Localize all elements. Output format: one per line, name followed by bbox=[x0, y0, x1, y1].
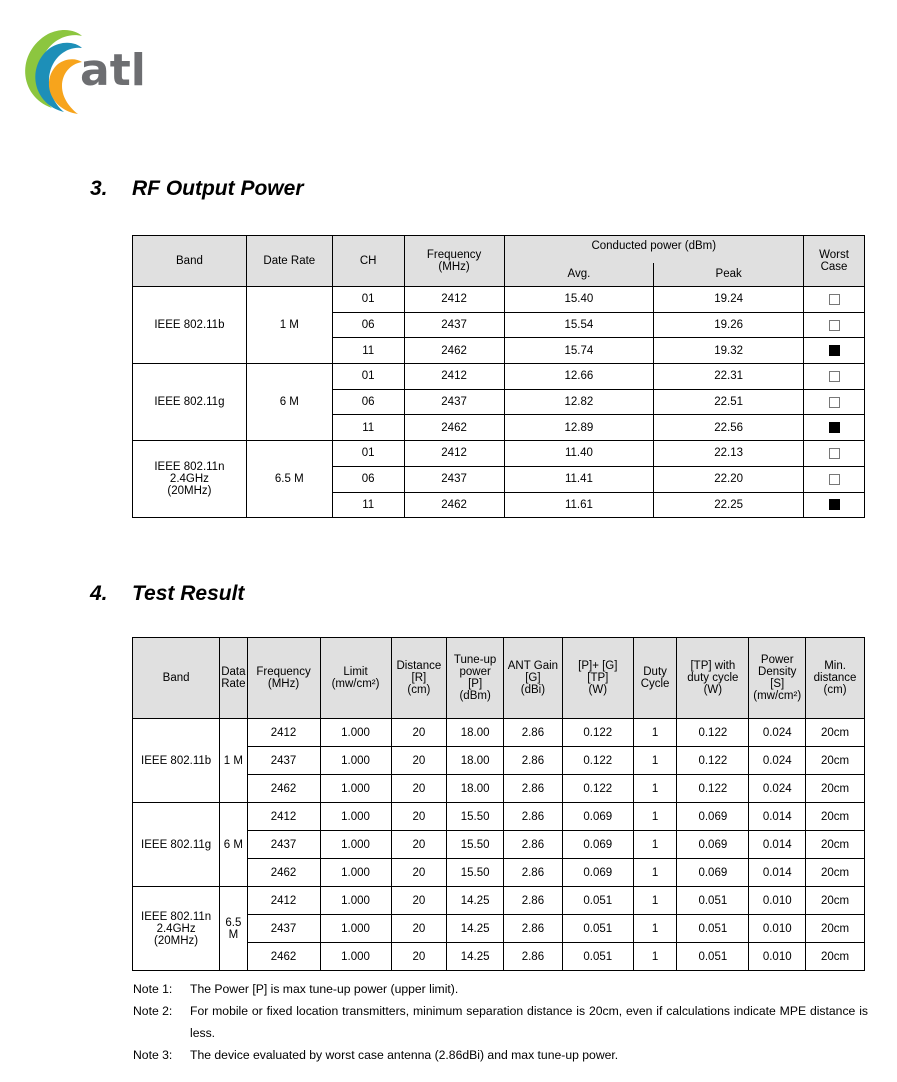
header-tp bbox=[447, 638, 504, 719]
power-density-cell: 0.024 bbox=[749, 719, 806, 747]
distance-cell: 20 bbox=[391, 747, 447, 775]
p-plus-g-cell: 0.069 bbox=[562, 831, 633, 859]
avg-power-cell: 12.82 bbox=[504, 389, 654, 415]
frequency-cell: 2412 bbox=[404, 441, 504, 467]
header-min-line: Min. bbox=[824, 660, 846, 672]
ch-cell: 01 bbox=[332, 441, 404, 467]
header-frequency-line1: Frequency bbox=[426, 249, 482, 261]
limit-cell: 1.000 bbox=[320, 831, 391, 859]
header-rate bbox=[220, 638, 247, 719]
empty-box-icon bbox=[829, 448, 840, 459]
header-rate-line: Data bbox=[221, 666, 246, 678]
empty-box-icon bbox=[829, 474, 840, 485]
duty-cycle-cell: 1 bbox=[633, 943, 677, 971]
note-label: Note 1: bbox=[133, 982, 173, 996]
peak-power-cell: 22.25 bbox=[654, 492, 804, 518]
test-result-row bbox=[133, 719, 865, 747]
header-freq-line: (MHz) bbox=[267, 678, 300, 690]
test-result-table bbox=[132, 637, 865, 971]
tp-duty-cell: 0.069 bbox=[677, 831, 749, 859]
power-density-cell: 0.014 bbox=[749, 831, 806, 859]
tp-duty-cell: 0.069 bbox=[677, 859, 749, 887]
band-line: (20MHz) bbox=[154, 934, 199, 947]
band-cell bbox=[133, 364, 247, 441]
worst-case-cell bbox=[804, 338, 865, 364]
header-tpd-line: [TP] with bbox=[690, 660, 736, 672]
section-4-title: Test Result bbox=[132, 582, 245, 605]
rf-output-power-table bbox=[132, 235, 865, 518]
worst-case-cell bbox=[804, 364, 865, 390]
ant-gain-cell: 2.86 bbox=[504, 859, 563, 887]
limit-cell: 1.000 bbox=[320, 887, 391, 915]
avg-power-cell: 15.40 bbox=[504, 287, 654, 313]
header-gain-line: ANT Gain bbox=[507, 660, 559, 672]
header-duty bbox=[633, 638, 677, 719]
avg-power-cell: 15.54 bbox=[504, 312, 654, 338]
frequency-cell: 2412 bbox=[247, 719, 320, 747]
min-distance-cell: 20cm bbox=[806, 859, 865, 887]
rate-line: 6 M bbox=[223, 838, 243, 851]
note-label: Note 2: bbox=[133, 1004, 173, 1018]
header-pd-line: Power bbox=[760, 654, 794, 666]
p-plus-g-cell: 0.051 bbox=[562, 887, 633, 915]
header-limit bbox=[320, 638, 391, 719]
rf-row bbox=[133, 441, 865, 467]
worst-case-cell bbox=[804, 415, 865, 441]
ch-cell: 11 bbox=[332, 415, 404, 441]
peak-power-cell: 22.13 bbox=[654, 441, 804, 467]
empty-box-icon bbox=[829, 294, 840, 305]
rate-line: 6.5 bbox=[225, 916, 242, 929]
header-pd bbox=[749, 638, 806, 719]
avg-power-cell: 15.74 bbox=[504, 338, 654, 364]
frequency-cell: 2462 bbox=[404, 415, 504, 441]
duty-cycle-cell: 1 bbox=[633, 831, 677, 859]
header-freq bbox=[247, 638, 320, 719]
header-pd-line: [S] bbox=[770, 678, 785, 690]
tune-up-power-cell: 18.00 bbox=[447, 719, 504, 747]
data-rate-cell: 6 M bbox=[246, 364, 332, 441]
min-distance-cell: 20cm bbox=[806, 943, 865, 971]
ant-gain-cell: 2.86 bbox=[504, 887, 563, 915]
header-peak: Peak bbox=[654, 263, 804, 287]
worst-case-cell bbox=[804, 312, 865, 338]
header-freq-line: Frequency bbox=[256, 666, 311, 678]
header-worst-line1: Worst bbox=[819, 249, 849, 261]
band-line: (20MHz) bbox=[167, 485, 212, 498]
distance-cell: 20 bbox=[391, 887, 447, 915]
frequency-cell: 2412 bbox=[404, 287, 504, 313]
distance-cell: 20 bbox=[391, 915, 447, 943]
band-line: IEEE 802.11g bbox=[154, 396, 225, 409]
frequency-cell: 2437 bbox=[404, 466, 504, 492]
header-data-rate: Date Rate bbox=[246, 236, 332, 287]
note-text: The device evaluated by worst case antenna (2.86dBi) and max tune-up power. bbox=[190, 1048, 619, 1062]
atl-logo bbox=[14, 18, 164, 118]
distance-cell: 20 bbox=[391, 943, 447, 971]
avg-power-cell: 11.61 bbox=[504, 492, 654, 518]
frequency-cell: 2437 bbox=[247, 831, 320, 859]
section-3-title: RF Output Power bbox=[132, 177, 304, 200]
rf-row bbox=[133, 364, 865, 390]
note-label: Note 3: bbox=[133, 1048, 173, 1062]
note-text: For mobile or fixed location transmitters, minimum separation distance is 20cm, even if calculations indicate MPE distance is less. bbox=[190, 1004, 868, 1040]
header-dist-line: Distance bbox=[396, 660, 442, 672]
logo-text: atl bbox=[80, 45, 146, 96]
header-min-line: (cm) bbox=[823, 684, 847, 696]
power-density-cell: 0.014 bbox=[749, 803, 806, 831]
data-rate-cell: 6.5 M bbox=[246, 441, 332, 518]
frequency-cell: 2437 bbox=[404, 312, 504, 338]
tune-up-power-cell: 14.25 bbox=[447, 943, 504, 971]
frequency-cell: 2412 bbox=[247, 887, 320, 915]
tp-duty-cell: 0.122 bbox=[677, 719, 749, 747]
band-cell bbox=[133, 887, 220, 971]
header-tp-line: Tune-up bbox=[453, 654, 497, 666]
ch-cell: 01 bbox=[332, 364, 404, 390]
tune-up-power-cell: 15.50 bbox=[447, 803, 504, 831]
limit-cell: 1.000 bbox=[320, 719, 391, 747]
ch-cell: 11 bbox=[332, 492, 404, 518]
ant-gain-cell: 2.86 bbox=[504, 747, 563, 775]
header-limit-line: Limit bbox=[343, 666, 368, 678]
power-density-cell: 0.010 bbox=[749, 943, 806, 971]
header-frequency bbox=[404, 236, 504, 287]
header-rate-line: Rate bbox=[221, 678, 246, 690]
worst-case-cell bbox=[804, 441, 865, 467]
min-distance-cell: 20cm bbox=[806, 831, 865, 859]
note-text: The Power [P] is max tune-up power (upper limit). bbox=[190, 982, 459, 996]
header-duty-line: Duty bbox=[643, 666, 667, 678]
data-rate-cell bbox=[220, 719, 247, 803]
header-band bbox=[133, 638, 220, 719]
tune-up-power-cell: 14.25 bbox=[447, 915, 504, 943]
power-density-cell: 0.014 bbox=[749, 859, 806, 887]
tp-duty-cell: 0.051 bbox=[677, 915, 749, 943]
worst-case-cell bbox=[804, 466, 865, 492]
header-tp-line: (dBm) bbox=[459, 690, 491, 702]
checked-box-icon bbox=[829, 499, 840, 510]
header-band-line: Band bbox=[162, 672, 190, 684]
atl-logo-mark bbox=[14, 18, 164, 118]
section-4-number: 4. bbox=[90, 582, 108, 605]
frequency-cell: 2462 bbox=[247, 775, 320, 803]
tune-up-power-cell: 18.00 bbox=[447, 775, 504, 803]
tune-up-power-cell: 15.50 bbox=[447, 831, 504, 859]
band-line: 2.4GHz bbox=[156, 922, 196, 935]
avg-power-cell: 12.89 bbox=[504, 415, 654, 441]
band-cell bbox=[133, 441, 247, 518]
band-line: 2.4GHz bbox=[169, 473, 209, 486]
section-3-number: 3. bbox=[90, 177, 108, 200]
avg-power-cell: 11.41 bbox=[504, 466, 654, 492]
header-pg-line: [TP] bbox=[587, 672, 609, 684]
section-4-heading bbox=[90, 582, 244, 606]
power-density-cell: 0.024 bbox=[749, 747, 806, 775]
tune-up-power-cell: 15.50 bbox=[447, 859, 504, 887]
header-min-line: distance bbox=[813, 672, 857, 684]
limit-cell: 1.000 bbox=[320, 943, 391, 971]
duty-cycle-cell: 1 bbox=[633, 859, 677, 887]
frequency-cell: 2462 bbox=[247, 859, 320, 887]
note bbox=[133, 1000, 868, 1044]
header-limit-line: (mw/cm²) bbox=[331, 678, 380, 690]
power-density-cell: 0.024 bbox=[749, 775, 806, 803]
header-tp-line: [P] bbox=[468, 678, 483, 690]
peak-power-cell: 19.32 bbox=[654, 338, 804, 364]
band-cell bbox=[133, 719, 220, 803]
p-plus-g-cell: 0.122 bbox=[562, 775, 633, 803]
ch-cell: 11 bbox=[332, 338, 404, 364]
duty-cycle-cell: 1 bbox=[633, 887, 677, 915]
p-plus-g-cell: 0.069 bbox=[562, 803, 633, 831]
data-rate-cell bbox=[220, 803, 247, 887]
band-cell bbox=[133, 287, 247, 364]
distance-cell: 20 bbox=[391, 803, 447, 831]
peak-power-cell: 19.26 bbox=[654, 312, 804, 338]
band-line: IEEE 802.11b bbox=[154, 319, 225, 332]
distance-cell: 20 bbox=[391, 859, 447, 887]
avg-power-cell: 12.66 bbox=[504, 364, 654, 390]
p-plus-g-cell: 0.069 bbox=[562, 859, 633, 887]
empty-box-icon bbox=[829, 397, 840, 408]
limit-cell: 1.000 bbox=[320, 747, 391, 775]
worst-case-cell bbox=[804, 389, 865, 415]
avg-power-cell: 11.40 bbox=[504, 441, 654, 467]
tp-duty-cell: 0.122 bbox=[677, 775, 749, 803]
duty-cycle-cell: 1 bbox=[633, 775, 677, 803]
worst-case-cell bbox=[804, 287, 865, 313]
note bbox=[133, 1044, 868, 1066]
header-gain-line: [G] bbox=[525, 672, 541, 684]
limit-cell: 1.000 bbox=[320, 803, 391, 831]
tune-up-power-cell: 18.00 bbox=[447, 747, 504, 775]
peak-power-cell: 22.20 bbox=[654, 466, 804, 492]
data-rate-cell bbox=[220, 887, 247, 971]
header-frequency-line2: (MHz) bbox=[438, 261, 470, 273]
header-ch: CH bbox=[332, 236, 404, 287]
band-line: IEEE 802.11b bbox=[141, 754, 212, 767]
frequency-cell: 2462 bbox=[404, 338, 504, 364]
header-pg-line: (W) bbox=[588, 684, 608, 696]
tp-duty-cell: 0.122 bbox=[677, 747, 749, 775]
ch-cell: 06 bbox=[332, 389, 404, 415]
limit-cell: 1.000 bbox=[320, 915, 391, 943]
ant-gain-cell: 2.86 bbox=[504, 831, 563, 859]
empty-box-icon bbox=[829, 371, 840, 382]
header-gain bbox=[504, 638, 563, 719]
peak-power-cell: 22.31 bbox=[654, 364, 804, 390]
section-3-heading bbox=[90, 177, 304, 201]
distance-cell: 20 bbox=[391, 831, 447, 859]
p-plus-g-cell: 0.051 bbox=[562, 943, 633, 971]
header-dist-line: (cm) bbox=[407, 684, 431, 696]
distance-cell: 20 bbox=[391, 775, 447, 803]
test-result-row bbox=[133, 803, 865, 831]
header-tpd bbox=[677, 638, 749, 719]
data-rate-cell: 1 M bbox=[246, 287, 332, 364]
header-worst-case bbox=[804, 236, 865, 287]
header-duty-line: Cycle bbox=[640, 678, 670, 690]
duty-cycle-cell: 1 bbox=[633, 803, 677, 831]
power-density-cell: 0.010 bbox=[749, 887, 806, 915]
header-tp-line: power bbox=[459, 666, 491, 678]
header-dist-line: [R] bbox=[411, 672, 427, 684]
header-pd-line: Density bbox=[758, 666, 797, 678]
duty-cycle-cell: 1 bbox=[633, 915, 677, 943]
worst-case-cell bbox=[804, 492, 865, 518]
limit-cell: 1.000 bbox=[320, 859, 391, 887]
min-distance-cell: 20cm bbox=[806, 747, 865, 775]
frequency-cell: 2437 bbox=[404, 389, 504, 415]
ch-cell: 06 bbox=[332, 312, 404, 338]
frequency-cell: 2462 bbox=[404, 492, 504, 518]
header-band: Band bbox=[133, 236, 247, 287]
ant-gain-cell: 2.86 bbox=[504, 803, 563, 831]
p-plus-g-cell: 0.051 bbox=[562, 915, 633, 943]
empty-box-icon bbox=[829, 320, 840, 331]
ant-gain-cell: 2.86 bbox=[504, 943, 563, 971]
tp-duty-cell: 0.069 bbox=[677, 803, 749, 831]
header-tpd-line: duty cycle bbox=[687, 672, 739, 684]
ch-cell: 06 bbox=[332, 466, 404, 492]
duty-cycle-cell: 1 bbox=[633, 747, 677, 775]
ant-gain-cell: 2.86 bbox=[504, 915, 563, 943]
distance-cell: 20 bbox=[391, 719, 447, 747]
p-plus-g-cell: 0.122 bbox=[562, 747, 633, 775]
frequency-cell: 2412 bbox=[404, 364, 504, 390]
min-distance-cell: 20cm bbox=[806, 803, 865, 831]
header-pd-line: (mw/cm²) bbox=[753, 690, 802, 702]
rate-line: 1 M bbox=[223, 754, 243, 767]
header-gain-line: (dBi) bbox=[520, 684, 546, 696]
tp-duty-cell: 0.051 bbox=[677, 887, 749, 915]
frequency-cell: 2437 bbox=[247, 915, 320, 943]
band-line: IEEE 802.11n bbox=[154, 461, 225, 474]
header-pg bbox=[562, 638, 633, 719]
min-distance-cell: 20cm bbox=[806, 719, 865, 747]
checked-box-icon bbox=[829, 345, 840, 356]
note bbox=[133, 978, 868, 1000]
tp-duty-cell: 0.051 bbox=[677, 943, 749, 971]
header-conducted-power: Conducted power (dBm) bbox=[504, 236, 804, 263]
rf-row bbox=[133, 287, 865, 313]
test-result-row bbox=[133, 887, 865, 915]
frequency-cell: 2412 bbox=[247, 803, 320, 831]
checked-box-icon bbox=[829, 422, 840, 433]
p-plus-g-cell: 0.122 bbox=[562, 719, 633, 747]
peak-power-cell: 22.56 bbox=[654, 415, 804, 441]
ant-gain-cell: 2.86 bbox=[504, 719, 563, 747]
header-avg: Avg. bbox=[504, 263, 654, 287]
band-line: IEEE 802.11g bbox=[141, 838, 212, 851]
min-distance-cell: 20cm bbox=[806, 775, 865, 803]
header-worst-line2: Case bbox=[820, 261, 848, 273]
rate-line: M bbox=[228, 928, 239, 941]
min-distance-cell: 20cm bbox=[806, 887, 865, 915]
band-line: IEEE 802.11n bbox=[141, 910, 212, 923]
band-cell bbox=[133, 803, 220, 887]
notes-section bbox=[133, 978, 868, 1066]
peak-power-cell: 19.24 bbox=[654, 287, 804, 313]
min-distance-cell: 20cm bbox=[806, 915, 865, 943]
limit-cell: 1.000 bbox=[320, 775, 391, 803]
header-dist bbox=[391, 638, 447, 719]
tune-up-power-cell: 14.25 bbox=[447, 887, 504, 915]
ant-gain-cell: 2.86 bbox=[504, 775, 563, 803]
header-tpd-line: (W) bbox=[703, 684, 723, 696]
duty-cycle-cell: 1 bbox=[633, 719, 677, 747]
ch-cell: 01 bbox=[332, 287, 404, 313]
frequency-cell: 2462 bbox=[247, 943, 320, 971]
power-density-cell: 0.010 bbox=[749, 915, 806, 943]
peak-power-cell: 22.51 bbox=[654, 389, 804, 415]
header-pg-line: [P]+ [G] bbox=[578, 660, 618, 672]
header-min bbox=[806, 638, 865, 719]
frequency-cell: 2437 bbox=[247, 747, 320, 775]
